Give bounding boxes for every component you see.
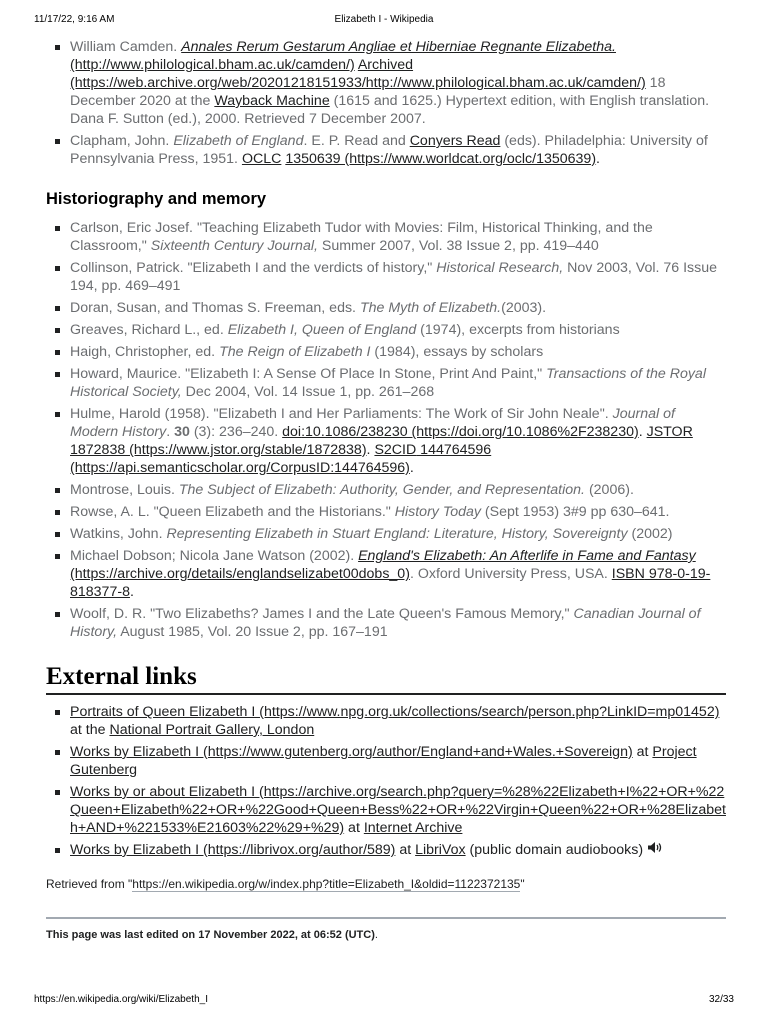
internet-archive-works-link[interactable]: Works by or about Elizabeth I (https://archive.org/search.php?query=%28%22Elizabeth+I%22+OR+%22Queen+Elizabeth%22+OR+%22Good+Queen+Bess%22+OR+%22Virgin+Queen%22+OR+%28Elizabeth+AND+%221533%E21603%22%29+%29) [70, 784, 726, 836]
citation-link[interactable]: Annales Rerum Gestarum Angliae et Hiberniae Regnante Elizabetha. [181, 39, 616, 55]
archived-link[interactable]: Archived (https://web.archive.org/web/20201218151933/http://www.philological.bham.ac.uk/camden/) [70, 57, 646, 91]
librivox-site-link[interactable]: LibriVox [415, 842, 466, 858]
print-page-title: Elizabeth I - Wikipedia [334, 14, 434, 25]
citation-url[interactable]: (http://www.philological.bham.ac.uk/camden/) [70, 57, 355, 73]
englands-elizabeth-link[interactable]: England's Elizabeth: An Afterlife in Fame and Fantasy [358, 548, 696, 564]
further-reading-list [46, 38, 726, 168]
retrieved-from: Retrieved from "https://en.wikipedia.org/w/index.php?title=Elizabeth_I&oldid=1122372135" [46, 877, 525, 892]
jstor-link[interactable]: JSTOR [646, 424, 693, 440]
npg-site-link[interactable]: National Portrait Gallery, London [109, 722, 315, 738]
npg-portraits-link[interactable]: Portraits of Queen Elizabeth I (https://www.npg.org.uk/collections/search/person.php?LinkID=mp01452) [70, 704, 720, 720]
list-item: Rowse, A. L. "Queen Elizabeth and the Historians." History Today (Sept 1953) 3#9 pp 630–641. [46, 503, 726, 521]
list-item: Works by Elizabeth I (https://librivox.org/author/589) at LibriVox (public domain audiobooks) [46, 841, 726, 859]
article-content [46, 38, 726, 941]
historiography-list [46, 219, 726, 641]
oclc-link[interactable]: OCLC [241, 151, 282, 167]
list-item: Hulme, Harold (1958). "Elizabeth I and Her Parliaments: The Work of Sir John Neale". Journal of Modern History. 30 (3): 236–240. doi:10.1086/238230 (https://doi.org/10.1086%2F238230). JSTOR 1872838 (https://www.jstor.org/stable/1872838). S2CID 144764596 (https://api.semanticscholar.org/CorpusID:144764596). [46, 405, 726, 477]
last-edited-notice: This page was last edited on 17 November 2022, at 06:52 (UTC). [46, 929, 378, 942]
doi-link[interactable]: doi [282, 424, 302, 440]
footer-separator [46, 917, 726, 919]
list-item: Portraits of Queen Elizabeth I (https://www.npg.org.uk/collections/search/person.php?LinkID=mp01452) at the National Portrait Gallery, London [46, 703, 726, 739]
list-item: Howard, Maurice. "Elizabeth I: A Sense Of Place In Stone, Print And Paint," Transactions of the Royal Historical Society, Dec 2004, Vol. 14 Issue 1, pp. 261–268 [46, 365, 726, 401]
doi-number-link[interactable]: :10.1086/238230 (https://doi.org/10.1086%2F238230) [301, 424, 639, 440]
list-item: Woolf, D. R. "Two Elizabeths? James I and the Late Queen's Famous Memory," Canadian Journal of History, August 1985, Vol. 20 Issue 2, pp. 167–191 [46, 605, 726, 641]
permanent-link[interactable]: https://en.wikipedia.org/w/index.php?title=Elizabeth_I&oldid=1122372135 [132, 877, 521, 892]
internet-archive-site-link[interactable]: Internet Archive [363, 820, 463, 836]
list-item: Montrose, Louis. The Subject of Elizabeth: Authority, Gender, and Representation. (2006). [46, 481, 726, 499]
print-datetime: 11/17/22, 9:16 AM [34, 14, 115, 25]
archive-org-link[interactable]: (https://archive.org/details/englandselizabet00dobs_0) [70, 566, 410, 582]
s2cid-number-link[interactable]: 144764596 (https://api.semanticscholar.org/CorpusID:144764596) [70, 442, 492, 476]
oclc-number-link[interactable]: 1350639 (https://www.worldcat.org/oclc/1350639) [285, 151, 597, 167]
jstor-number-link[interactable]: 1872838 (https://www.jstor.org/stable/1872838) [70, 442, 367, 458]
list-item: Works by Elizabeth I (https://www.gutenberg.org/author/England+and+Wales.+Sovereign) at Project Gutenberg [46, 743, 726, 779]
list-item: Doran, Susan, and Thomas S. Freeman, eds. The Myth of Elizabeth.(2003). [46, 299, 726, 317]
s2cid-link[interactable]: S2CID [374, 442, 417, 458]
list-item: Greaves, Richard L., ed. Elizabeth I, Queen of England (1974), excerpts from historians [46, 321, 726, 339]
wayback-machine-link[interactable]: Wayback Machine [214, 93, 330, 109]
print-header [34, 14, 734, 30]
gutenberg-works-link[interactable]: Works by Elizabeth I (https://www.gutenberg.org/author/England+and+Wales.+Sovereign) [70, 744, 633, 760]
list-item: Michael Dobson; Nicola Jane Watson (2002). England's Elizabeth: An Afterlife in Fame and Fantasy (https://archive.org/details/englandselizabet00dobs_0). Oxford University Press, USA. ISBN 978-0-19-818377-8. [46, 547, 726, 601]
list-item: Haigh, Christopher, ed. The Reign of Elizabeth I (1984), essays by scholars [46, 343, 726, 361]
list-item: Watkins, John. Representing Elizabeth in Stuart England: Literature, History, Sovereignty (2002) [46, 525, 726, 543]
list-item: Works by or about Elizabeth I (https://archive.org/search.php?query=%28%22Elizabeth+I%22+OR+%22Queen+Elizabeth%22+OR+%22Good+Queen+Bess%22+OR+%22Virgin+Queen%22+OR+%28Elizabeth+AND+%221533%E21603%22%29+%29) at Internet Archive [46, 783, 726, 837]
external-links-list [46, 703, 726, 859]
list-item: Collinson, Patrick. "Elizabeth I and the verdicts of history," Historical Research, Nov 2003, Vol. 76 Issue 194, pp. 469–491 [46, 259, 726, 295]
print-page-number: 32/33 [708, 994, 734, 1005]
gutenberg-site-link[interactable]: Project Gutenberg [70, 744, 697, 778]
list-item: William Camden. Annales Rerum Gestarum Angliae et Hiberniae Regnante Elizabetha. (http://www.philological.bham.ac.uk/camden/) Archived (https://web.archive.org/web/20201218151933/http://www.philological.bham.ac.uk/camden/) 18 December 2020 at the Wayback Machine (1615 and 1625.) Hypertext edition, with English translation. Dana F. Sutton (ed.), 2000. Retrieved 7 December 2007. [46, 38, 726, 128]
section-heading-external-links: External links [46, 663, 726, 695]
isbn-link[interactable]: ISBN [611, 566, 645, 582]
list-item: Clapham, John. Elizabeth of England. E. P. Read and Conyers Read (eds). Philadelphia: University of Pennsylvania Press, 1951. OCLC 1350639 (https://www.worldcat.org/oclc/1350639). [46, 132, 726, 168]
speaker-icon[interactable] [647, 841, 662, 859]
print-url: https://en.wikipedia.org/wiki/Elizabeth_I [34, 994, 208, 1005]
list-item: Carlson, Eric Josef. "Teaching Elizabeth Tudor with Movies: Film, Historical Thinking, and the Classroom," Sixteenth Century Journal, Summer 2007, Vol. 38 Issue 2, pp. 419–440 [46, 219, 726, 255]
section-heading-historiography: Historiography and memory [46, 190, 267, 208]
librivox-works-link[interactable]: Works by Elizabeth I (https://librivox.org/author/589) [70, 842, 396, 858]
isbn-number-link[interactable]: 978-0-19-818377-8 [70, 566, 711, 600]
conyers-read-link[interactable]: Conyers Read [409, 133, 501, 149]
